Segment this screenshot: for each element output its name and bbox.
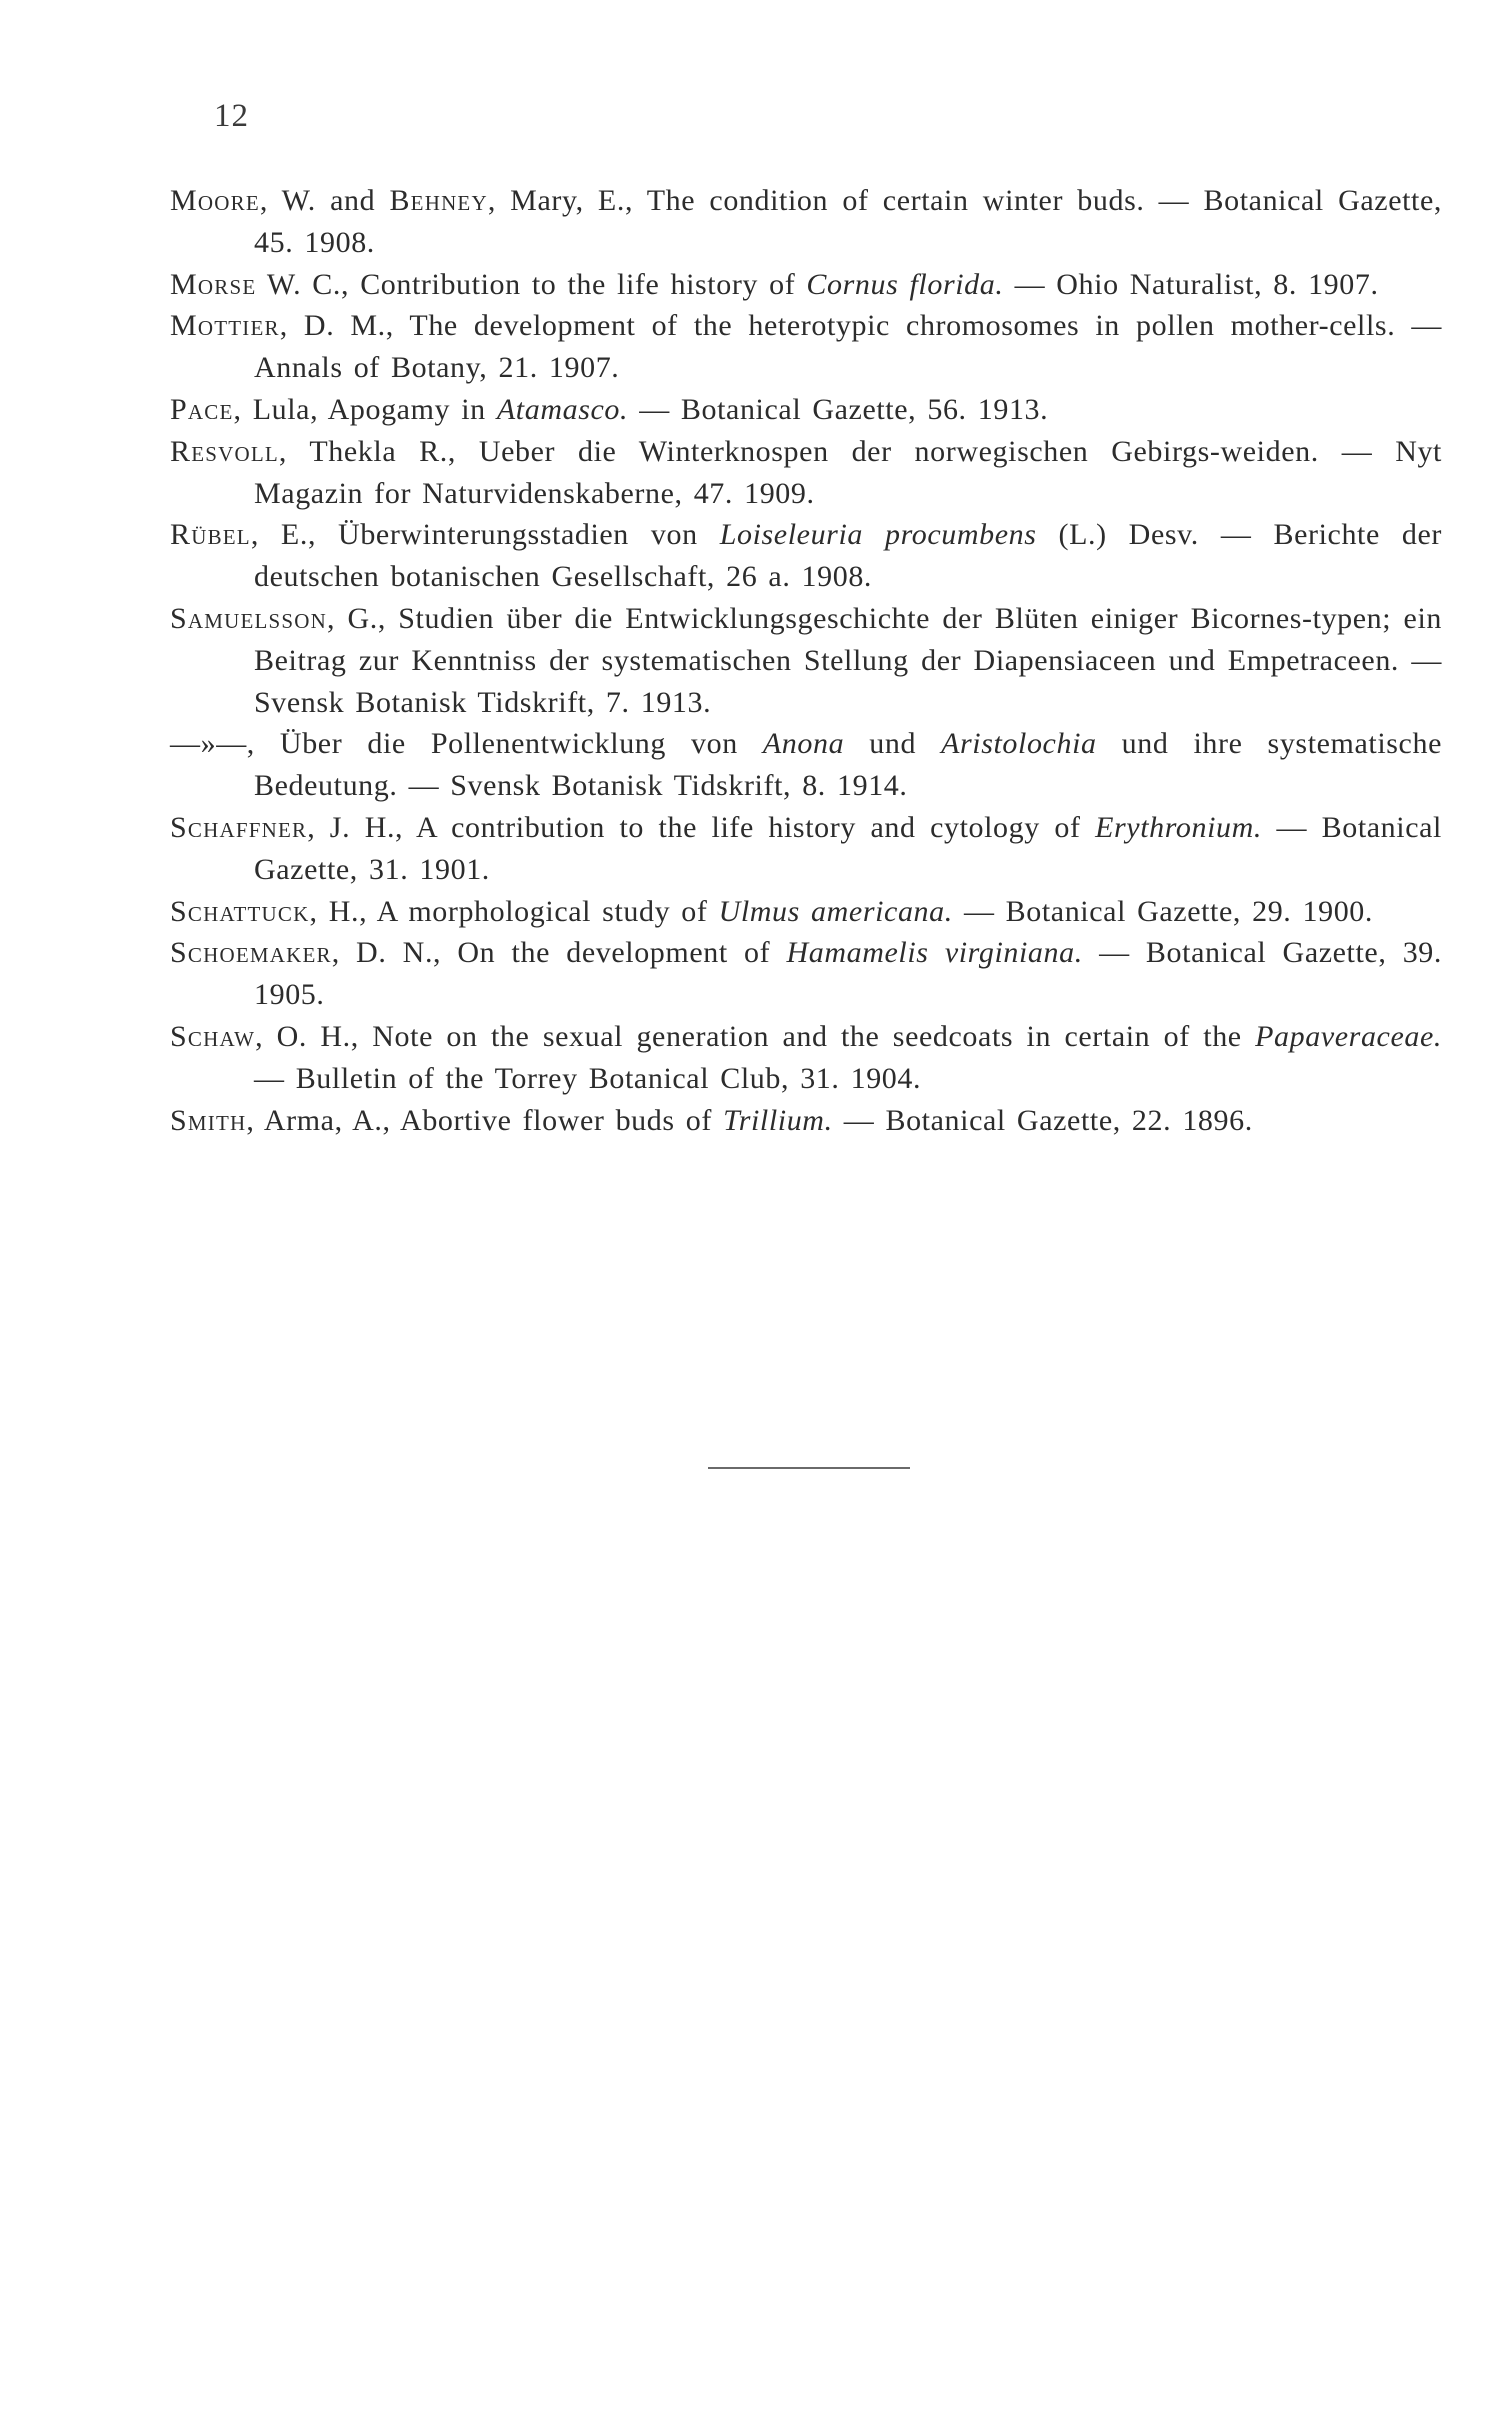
- page-number: 12: [214, 98, 249, 134]
- reference-entry: [170, 514, 1442, 598]
- reference-author: Rübel: [170, 518, 251, 552]
- reference-coauthor: Behney: [389, 184, 488, 217]
- reference-text: — Botanical Gazette, 31. 1901.: [254, 810, 1442, 886]
- reference-author: Schattuck: [170, 894, 310, 928]
- reference-text: — Botanical Gazette, 29. 1900.: [952, 894, 1374, 928]
- reference-italic-text: Aristolochia: [941, 727, 1097, 761]
- reference-text: , J. H., A contribution to the life history and cytology of: [307, 810, 1096, 844]
- reference-text: , H., A morphological study of: [309, 894, 719, 928]
- reference-author: Resvoll: [170, 434, 279, 468]
- reference-italic-text: Hamamelis virginiana.: [786, 936, 1083, 970]
- reference-text: , D. N., On the development of: [331, 936, 787, 970]
- reference-italic-text: Ulmus americana.: [718, 894, 953, 928]
- reference-entry: [170, 891, 1442, 933]
- reference-italic-text: Atamasco.: [496, 392, 629, 426]
- reference-entry: [170, 932, 1442, 1016]
- reference-text: W. C., Contribution to the life history of: [256, 267, 807, 301]
- reference-text: — Botanical Gazette, 22. 1896.: [832, 1103, 1253, 1137]
- reference-text: — Ohio Naturalist, 8. 1907.: [1003, 267, 1379, 301]
- reference-entry: [170, 723, 1442, 807]
- reference-italic-text: Papaveraceae.: [1255, 1019, 1442, 1053]
- reference-text: — Bulletin of the Torrey Botanical Club, 31. 1904.: [254, 1061, 922, 1095]
- reference-text: , Thekla R., Ueber die Winterknospen der norwegischen Gebirgs-weiden. — Nyt Magazin for Naturvidenskaberne, 47. 1909.: [254, 434, 1442, 510]
- reference-author: Samuelsson: [170, 601, 328, 635]
- reference-text: (L.) Desv. — Berichte der deutschen botanischen Gesellschaft, 26 a. 1908.: [254, 518, 1442, 594]
- reference-text: —»—, Über die Pollenentwicklung von: [170, 727, 763, 761]
- reference-text: , G., Studien über die Entwicklungsgeschichte der Blüten einiger Bicornes-typen; ein Beitrag zur Kenntniss der systematischen Stellung der Diapensiaceen und Empetraceen. — Svensk Botanisk Tidskrift, 7. 1913.: [254, 601, 1442, 719]
- reference-entry: [170, 598, 1442, 723]
- reference-author: Schaw: [170, 1019, 256, 1053]
- reference-text: — Botanical Gazette, 56. 1913.: [628, 392, 1049, 426]
- reference-text: , W. and: [259, 184, 390, 217]
- reference-entry: [170, 807, 1442, 891]
- reference-italic-text: Cornus florida.: [806, 267, 1004, 301]
- reference-author: Smith: [170, 1103, 247, 1137]
- reference-text: und: [844, 727, 942, 761]
- reference-text: , Mary, E., The condition of certain winter buds. — Botanical Gazette, 45. 1908.: [254, 184, 1442, 259]
- reference-list: [170, 180, 1442, 1141]
- reference-text: , D. M., The development of the heterotypic chromosomes in pollen mother-cells. — Annals of Botany, 21. 1907.: [254, 309, 1442, 385]
- reference-author: Mottier: [170, 309, 280, 343]
- reference-entry: [170, 264, 1442, 306]
- reference-italic-text: Loiseleuria procumbens: [719, 518, 1037, 552]
- reference-entry: [170, 389, 1442, 431]
- reference-text: — Botanical Gazette, 39. 1905.: [254, 936, 1443, 1012]
- reference-italic-text: Erythronium.: [1095, 810, 1262, 844]
- reference-text: , O. H., Note on the sexual generation and the seedcoats in certain of the: [255, 1019, 1256, 1053]
- reference-italic-text: Trillium.: [723, 1103, 833, 1137]
- reference-text: , Lula, Apogamy in: [233, 392, 497, 426]
- reference-author: Schaffner: [170, 810, 308, 844]
- reference-text: und ihre systematische Bedeutung. — Svensk Botanisk Tidskrift, 8. 1914.: [254, 727, 1442, 803]
- reference-author: Moore: [170, 184, 260, 217]
- reference-entry: [170, 1100, 1442, 1142]
- reference-italic-text: Anona: [762, 727, 845, 761]
- reference-entry: [170, 305, 1442, 389]
- reference-entry: [170, 1016, 1442, 1100]
- reference-entry: [170, 431, 1442, 515]
- section-divider: [708, 1467, 910, 1469]
- reference-author: Morse: [170, 267, 257, 301]
- reference-text: , E., Überwinterungsstadien von: [250, 518, 720, 552]
- reference-author: Pace: [170, 392, 234, 426]
- reference-author: Schoemaker: [170, 936, 332, 970]
- reference-text: , Arma, A., Abortive flower buds of: [246, 1103, 724, 1137]
- reference-entry: [170, 180, 1442, 264]
